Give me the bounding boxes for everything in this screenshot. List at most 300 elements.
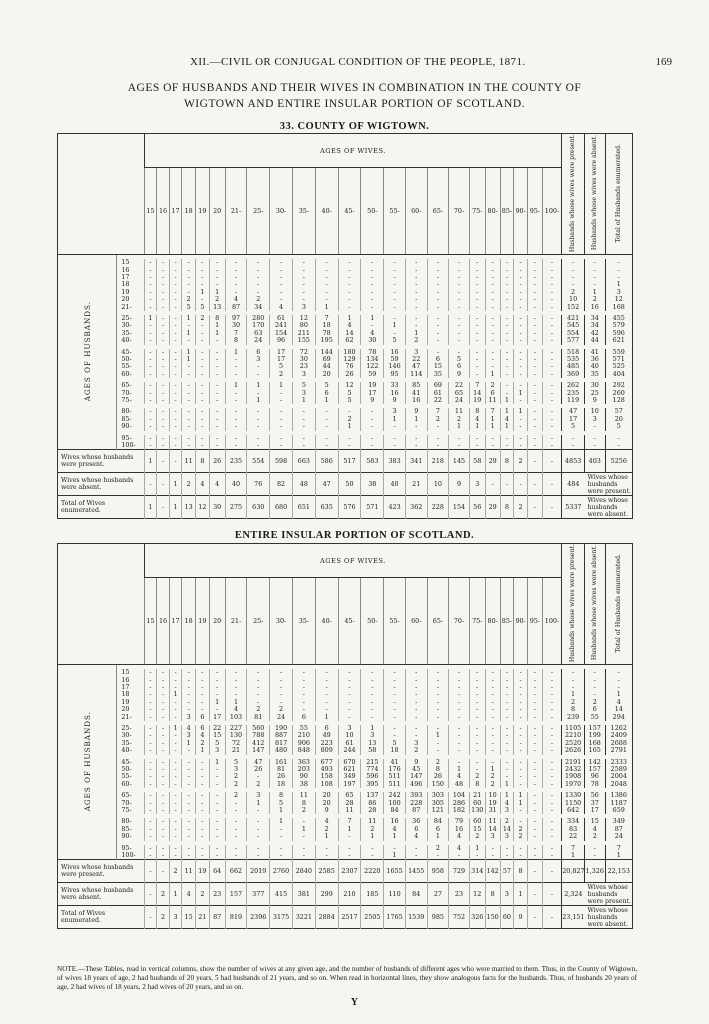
- table-cell: 1: [605, 281, 632, 288]
- table-cell: -: [500, 315, 514, 322]
- table-cell: -: [144, 281, 157, 288]
- table-cell: -: [338, 699, 361, 706]
- table-cell: -: [196, 826, 210, 833]
- table-cell: 228: [405, 800, 427, 807]
- table-cell: -: [144, 732, 157, 739]
- table-cell: -: [169, 740, 182, 747]
- table-cell: 9: [585, 397, 606, 404]
- table-cell: -: [427, 296, 449, 303]
- table-cell: -: [449, 435, 470, 442]
- table-cell: -: [157, 684, 170, 691]
- table-cell: 128: [605, 397, 632, 404]
- table-cell: 1: [270, 818, 293, 825]
- table-cell: -: [144, 371, 157, 378]
- table-cell: -: [169, 759, 182, 766]
- table-cell: -: [405, 845, 427, 852]
- table-cell: -: [585, 677, 606, 684]
- table-cell: 292: [605, 382, 632, 389]
- table-cell: -: [292, 818, 315, 825]
- table-cell: 9: [384, 397, 406, 404]
- table-row: [58, 740, 633, 747]
- table-cell: 228: [427, 496, 449, 519]
- table-cell: -: [485, 845, 500, 852]
- table-cell: -: [405, 274, 427, 281]
- table-cell: 40: [585, 363, 606, 370]
- table-cell: 108: [315, 781, 338, 788]
- row-label-age: 35-: [121, 329, 132, 337]
- row-label-age: 25-: [121, 314, 132, 322]
- table-cell: -: [449, 289, 470, 296]
- side-header-text: Total of Husbands enumerated.: [614, 143, 622, 243]
- table-cell: 659: [605, 807, 632, 814]
- table-cell: 752: [449, 906, 470, 929]
- table-cell: 30: [225, 322, 247, 329]
- table-cell: 24: [449, 397, 470, 404]
- table-cell: 45: [405, 766, 427, 773]
- table-cell: 8: [196, 450, 210, 473]
- table-row: [58, 800, 633, 807]
- table-cell: 10: [485, 792, 500, 799]
- table-cell: -: [182, 371, 196, 378]
- table-cell: 4: [315, 818, 338, 825]
- table-cell: -: [585, 684, 606, 691]
- table-cell: 621: [605, 337, 632, 344]
- table-cell: -: [514, 747, 528, 754]
- table-cell: -: [527, 397, 542, 404]
- table-cell: -: [500, 740, 514, 747]
- table-cell: -: [427, 442, 449, 450]
- table-cell: 24: [270, 714, 293, 721]
- table-cell: -: [427, 281, 449, 288]
- table-cell: -: [247, 281, 270, 288]
- table-cell: 14: [605, 706, 632, 713]
- table-cell: 152: [562, 304, 585, 311]
- table-cell: -: [485, 363, 500, 370]
- table-cell: -: [605, 274, 632, 281]
- table-cell: 4: [225, 296, 247, 303]
- table-cell: -: [384, 423, 406, 430]
- row-label-age: 30-: [121, 732, 132, 740]
- totals-row-label: Wives whose husbands were present.: [58, 860, 145, 883]
- table-cell: -: [361, 416, 384, 423]
- table-cell: 1: [209, 330, 225, 337]
- row-label-age: 85-: [121, 825, 132, 833]
- table-cell: 190: [270, 725, 293, 732]
- table-cell: 3: [469, 473, 485, 496]
- table-cell: 8: [209, 315, 225, 322]
- table-cell: 11: [292, 792, 315, 799]
- table-cell: 40: [384, 473, 406, 496]
- table-cell: -: [182, 826, 196, 833]
- table-cell: -: [527, 732, 542, 739]
- table-cell: -: [157, 397, 170, 404]
- table-cell: -: [527, 349, 542, 356]
- table-cell: 22: [449, 382, 470, 389]
- table-cell: -: [157, 725, 170, 732]
- ages-of-wives-header: AGES OF WIVES.: [144, 134, 562, 168]
- table-cell: -: [469, 677, 485, 684]
- table-cell: -: [338, 442, 361, 450]
- table-cell: 1: [514, 390, 528, 397]
- table-cell: -: [225, 669, 247, 676]
- table-row: [58, 296, 633, 303]
- table-cell: 2396: [247, 906, 270, 929]
- table-cell: 1: [247, 800, 270, 807]
- table-cell: -: [157, 408, 170, 415]
- table-cell: -: [514, 818, 528, 825]
- table-cell: 95: [384, 371, 406, 378]
- table-cell: -: [485, 281, 500, 288]
- table-cell: -: [196, 677, 210, 684]
- table-cell: 6: [449, 363, 470, 370]
- table-cell: -: [405, 706, 427, 713]
- table-cell: -: [405, 289, 427, 296]
- table-cell: -: [144, 304, 157, 311]
- table-cell: -: [157, 669, 170, 676]
- table-cell: 383: [384, 450, 406, 473]
- table-cell: -: [500, 473, 514, 496]
- table-cell: -: [384, 259, 406, 266]
- table-cell: 60: [469, 800, 485, 807]
- table-cell: -: [527, 363, 542, 370]
- table-cell: 5: [384, 337, 406, 344]
- table-cell: -: [144, 706, 157, 713]
- table-cell: -: [542, 397, 561, 404]
- table-cell: -: [144, 826, 157, 833]
- table-cell: 2: [157, 906, 170, 929]
- table-cell: -: [527, 706, 542, 713]
- table-cell: 2: [315, 826, 338, 833]
- table-cell: 1150: [562, 800, 585, 807]
- table-cell: -: [449, 699, 470, 706]
- corner-cell: [58, 544, 145, 665]
- table-cell: 56: [585, 792, 606, 799]
- table-cell: 1: [485, 371, 500, 378]
- table-cell: 3: [338, 725, 361, 732]
- table-cell: 157: [585, 766, 606, 773]
- table-cell: -: [315, 416, 338, 423]
- table-cell: -: [405, 677, 427, 684]
- table-cell: -: [500, 330, 514, 337]
- table-cell: -: [247, 852, 270, 860]
- table-cell: 35: [585, 371, 606, 378]
- corner-cell: [58, 134, 145, 255]
- table-cell: -: [338, 669, 361, 676]
- table-cell: 5: [209, 740, 225, 747]
- table-cell: 1: [361, 315, 384, 322]
- table-cell: -: [157, 773, 170, 780]
- table-row: [58, 382, 633, 389]
- table-cell: 130: [471, 807, 484, 814]
- table-cell: -: [527, 281, 542, 288]
- table-cell: 2210: [562, 732, 585, 739]
- table-cell: 47: [562, 408, 585, 415]
- table-cell: -: [169, 397, 182, 404]
- table-row: [58, 289, 633, 296]
- row-label-age: 95-: [121, 434, 132, 442]
- table-cell: 1: [500, 423, 514, 430]
- row-label-age: 20: [121, 706, 130, 714]
- table-cell: -: [585, 267, 606, 274]
- col-header-age: 95-: [527, 168, 542, 255]
- table-cell: 2840: [292, 860, 315, 883]
- table-cell: -: [292, 677, 315, 684]
- table-cell: -: [485, 259, 500, 266]
- table-cell: 218: [427, 450, 449, 473]
- table-row: [58, 766, 633, 773]
- table-cell: 41: [405, 390, 427, 397]
- table-cell: -: [292, 669, 315, 676]
- table-cell: -: [270, 684, 293, 691]
- table-cell: -: [542, 714, 561, 721]
- table-cell: 1: [315, 833, 338, 840]
- table-cell: -: [500, 349, 514, 356]
- table-cell: -: [527, 274, 542, 281]
- table-cell: -: [500, 356, 514, 363]
- table-cell: -: [605, 267, 632, 274]
- table-cell: 8: [469, 408, 485, 415]
- table-cell: -: [157, 390, 170, 397]
- row-label-age: 25-: [121, 724, 132, 732]
- table-cell: 13: [182, 496, 196, 519]
- table-cell: -: [527, 684, 542, 691]
- table-cell: -: [427, 852, 449, 860]
- table-cell: 2: [405, 747, 427, 754]
- table-cell: -: [247, 267, 270, 274]
- row-label-age: 45-: [121, 758, 132, 766]
- table-cell: -: [209, 852, 225, 860]
- col-header-age: 90-: [514, 578, 528, 665]
- table-cell: -: [157, 496, 170, 519]
- table-cell: -: [527, 792, 542, 799]
- table-cell: -: [527, 860, 542, 883]
- table-cell: 3: [209, 747, 225, 754]
- table-cell: 3: [384, 408, 406, 415]
- table-cell: -: [157, 363, 170, 370]
- table-cell: -: [169, 442, 182, 450]
- table-cell: -: [196, 267, 210, 274]
- table-cell: -: [225, 677, 247, 684]
- row-label-age: 15: [121, 259, 130, 267]
- table-cell: 2: [196, 883, 210, 906]
- table-cell: -: [338, 274, 361, 281]
- table-cell: 62: [338, 337, 361, 344]
- table-cell: -: [542, 315, 561, 322]
- table-cell: 2505: [361, 906, 384, 929]
- table-cell: -: [315, 706, 338, 713]
- table-cell: 1,326: [585, 860, 606, 883]
- table-cell: -: [196, 296, 210, 303]
- col-header-age: 35-: [292, 168, 315, 255]
- table-cell: -: [500, 296, 514, 303]
- table-cell: -: [485, 714, 500, 721]
- table-cell: -: [157, 330, 170, 337]
- table-cell: 362: [405, 496, 427, 519]
- table-cell: 5: [605, 423, 632, 430]
- table-cell: -: [514, 304, 528, 311]
- table-cell: -: [469, 281, 485, 288]
- table1-title: 33. COUNTY OF WIGTOWN.: [279, 121, 430, 132]
- table-cell: 2: [469, 773, 485, 780]
- table-cell: -: [449, 740, 470, 747]
- table-cell: 21: [196, 906, 210, 929]
- row-label-age: 21-: [121, 713, 132, 721]
- table-cell: 349: [338, 773, 361, 780]
- table-cell: 84: [427, 818, 449, 825]
- table-cell: -: [527, 826, 542, 833]
- table-cell: -: [485, 473, 500, 496]
- table-cell: 3: [500, 807, 514, 814]
- table-cell: -: [292, 274, 315, 281]
- table-cell: -: [527, 304, 542, 311]
- table-cell: 887: [270, 732, 293, 739]
- table-cell: -: [469, 363, 485, 370]
- table-cell: -: [182, 289, 196, 296]
- table-cell: -: [209, 397, 225, 404]
- col-header-age: 70-: [449, 168, 470, 255]
- totals-row-label: Total of Wives enumerated.: [58, 496, 145, 519]
- table-cell: 16: [384, 818, 406, 825]
- table-cell: -: [514, 691, 528, 698]
- table-cell: -: [169, 356, 182, 363]
- table-cell: -: [196, 259, 210, 266]
- table-cell: -: [449, 281, 470, 288]
- table-cell: 5: [292, 382, 315, 389]
- table-cell: 2333: [605, 759, 632, 766]
- table-cell: -: [527, 773, 542, 780]
- table-cell: -: [605, 442, 632, 450]
- table-cell: -: [384, 442, 406, 450]
- table-cell: 3: [605, 289, 632, 296]
- table-cell: -: [500, 773, 514, 780]
- table-cell: -: [469, 356, 485, 363]
- table-cell: 5: [449, 356, 470, 363]
- table-cell: 134: [361, 356, 384, 363]
- table-cell: 2: [225, 773, 247, 780]
- table-cell: -: [209, 390, 225, 397]
- col-header-age: 21-: [225, 578, 247, 665]
- table-wigtown: [57, 133, 633, 519]
- table-cell: -: [182, 669, 196, 676]
- table-cell: 3: [500, 883, 514, 906]
- table-cell: -: [469, 740, 485, 747]
- table-cell: -: [500, 759, 514, 766]
- table-cell: -: [485, 684, 500, 691]
- table-cell: 3175: [270, 906, 293, 929]
- table-cell: 103: [225, 714, 247, 721]
- table-cell: -: [225, 435, 247, 442]
- table-cell: 1970: [562, 781, 585, 788]
- table-cell: 819: [225, 906, 247, 929]
- table-cell: 182: [449, 807, 470, 814]
- table-cell: -: [361, 852, 384, 860]
- table-cell: -: [292, 289, 315, 296]
- table-cell: 13: [361, 740, 384, 747]
- table-cell: 63: [247, 330, 270, 337]
- table-cell: -: [527, 766, 542, 773]
- table-cell: 38: [292, 781, 315, 788]
- table-cell: -: [527, 423, 542, 430]
- table-cell: -: [469, 267, 485, 274]
- table-cell: -: [144, 435, 157, 442]
- table-cell: 4: [209, 473, 225, 496]
- row-label-age: 40-: [121, 747, 132, 755]
- col-header-age: 75-: [469, 168, 485, 255]
- table-cell: 554: [562, 330, 585, 337]
- table-cell: -: [292, 416, 315, 423]
- table-cell: 2: [585, 296, 606, 303]
- table-row: [58, 706, 633, 713]
- table-cell: -: [485, 330, 500, 337]
- table-cell: -: [338, 267, 361, 274]
- table-cell: -: [405, 684, 427, 691]
- table-cell: -: [514, 740, 528, 747]
- table-cell: 26: [247, 766, 270, 773]
- table-cell: -: [209, 356, 225, 363]
- table-cell: -: [449, 304, 470, 311]
- table-cell: -: [500, 337, 514, 344]
- table-cell: -: [144, 677, 157, 684]
- table-cell: -: [469, 732, 485, 739]
- table-cell: -: [542, 792, 561, 799]
- table-cell: 155: [292, 337, 315, 344]
- table-cell: 80: [292, 322, 315, 329]
- table-cell: -: [144, 267, 157, 274]
- table-row: [58, 845, 633, 852]
- table-cell: -: [292, 423, 315, 430]
- table-cell: 244: [338, 747, 361, 754]
- table-cell: -: [527, 408, 542, 415]
- col-header-age: 65-: [427, 168, 449, 255]
- table-cell: 38: [361, 473, 384, 496]
- col-header-age: 19: [196, 168, 210, 255]
- table-cell: -: [157, 781, 170, 788]
- table-cell: -: [514, 706, 528, 713]
- table-cell: -: [361, 281, 384, 288]
- table-cell: 9: [449, 473, 470, 496]
- table-cell: -: [144, 845, 157, 852]
- table-cell: -: [542, 759, 561, 766]
- table-cell: -: [500, 845, 514, 852]
- table-cell: 1: [182, 315, 196, 322]
- side-header-2: [605, 544, 632, 665]
- table-cell: -: [338, 706, 361, 713]
- table-cell: -: [427, 740, 449, 747]
- table-cell: -: [169, 792, 182, 799]
- table-cell: -: [169, 281, 182, 288]
- table-cell: -: [182, 759, 196, 766]
- table-cell: 154: [270, 330, 293, 337]
- table-cell: 2: [514, 826, 528, 833]
- table-cell: 1: [500, 408, 514, 415]
- table-cell: 2: [500, 818, 514, 825]
- table-cell: 3: [292, 390, 315, 397]
- table-cell: -: [485, 732, 500, 739]
- table-cell: -: [157, 315, 170, 322]
- table-cell: -: [514, 423, 528, 430]
- col-header-age: 17: [169, 168, 182, 255]
- table-cell: -: [144, 740, 157, 747]
- table-cell: -: [182, 382, 196, 389]
- table-cell: -: [449, 706, 470, 713]
- table-cell: -: [225, 826, 247, 833]
- table-cell: 13: [209, 304, 225, 311]
- table-cell: -: [485, 274, 500, 281]
- table-cell: -: [527, 781, 542, 788]
- table-cell: -: [427, 435, 449, 442]
- ages-of-wives-header: AGES OF WIVES.: [144, 544, 562, 578]
- table-cell: -: [384, 706, 406, 713]
